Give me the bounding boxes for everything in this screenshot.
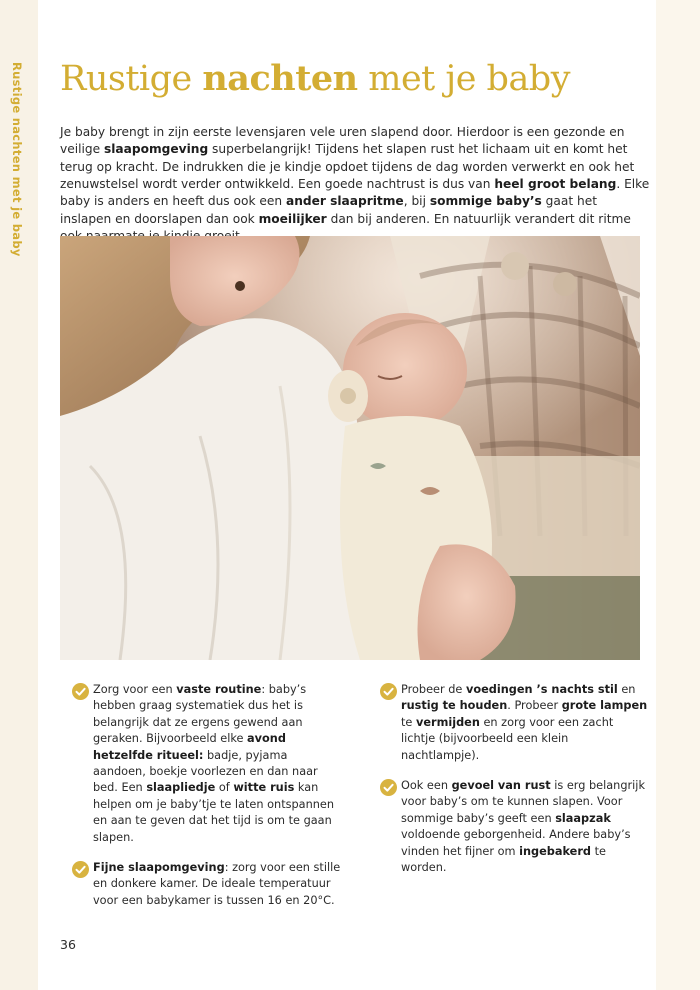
emphasis-text: slaapliedje <box>146 781 216 795</box>
check-circle-icon <box>72 861 89 878</box>
body-text: dan bij anderen. En natuurlijk verandert dit ritme <box>330 211 631 226</box>
tip-item <box>72 860 342 909</box>
body-text: te worden. <box>401 844 606 875</box>
body-text: of <box>215 781 234 795</box>
title-part-2: nachten <box>202 58 358 99</box>
body-text: Probeer de <box>401 683 466 696</box>
emphasis-text: sommige baby’s <box>429 194 542 209</box>
body-text: badje, pyjama aandoen, boekje voorlezen en dan naar bed. Een <box>93 748 318 795</box>
tip-text <box>401 682 650 764</box>
body-text: is erg belangrijk voor baby’s om te kunnen slapen. Voor sommige baby’s geeft een <box>401 779 645 825</box>
tip-text <box>93 682 342 846</box>
emphasis-text: vermijden <box>415 715 480 729</box>
check-circle-icon <box>380 683 397 700</box>
right-band <box>656 0 700 990</box>
title-part-3: met je baby <box>357 59 570 99</box>
body-text: . Probeer <box>507 699 562 713</box>
body-text: gaat het inslapen en doorslapen dan ook <box>60 194 597 226</box>
photo-illustration <box>60 236 640 660</box>
body-text: . Elke baby is anders en heeft dus ook een <box>60 177 650 209</box>
side-running-title: Rustige nachten met je baby <box>10 62 24 257</box>
body-text: voldoende geborgenheid. Andere baby’s vinden het fijner om <box>401 828 631 858</box>
body-text: superbelangrijk! Tijdens het slapen rust het lichaam uit en komt het terug op kracht. De indrukken die je kindje opdoet tijdens de dag worden verwerkt en ook het zenuwstelsel wordt verder ontwikkeld. Een goede nachtrust is dus van <box>60 142 635 192</box>
emphasis-text: vaste routine <box>176 683 262 696</box>
check-circle-icon <box>72 683 89 700</box>
body-text: te <box>401 715 416 729</box>
intro-paragraph <box>60 124 650 245</box>
page-title <box>60 58 570 99</box>
tip-item <box>380 682 650 764</box>
photo-mother-and-baby <box>60 236 640 660</box>
body-text: en zorg voor een zacht lichtje (bijvoorbeeld een klein nachtlampje). <box>401 715 614 762</box>
emphasis-text: gevoel van rust <box>451 779 551 793</box>
body-text: Ook een <box>401 779 452 793</box>
emphasis-text: grote lampen <box>561 699 648 713</box>
emphasis-text: heel groot belang <box>494 177 617 192</box>
emphasis-text: ingebakerd <box>519 844 591 858</box>
page-number: 36 <box>60 937 76 952</box>
tips-right-column <box>380 682 650 890</box>
tip-text <box>401 778 650 876</box>
tips-left-column <box>72 682 342 923</box>
check-circle-icon <box>380 779 397 796</box>
emphasis-text: slaapomgeving <box>103 142 209 157</box>
emphasis-text: moeilijker <box>258 211 327 226</box>
body-text: Je baby brengt in zijn eerste levensjaren vele uren slapend door. Hierdoor is een gezonde en veilige <box>60 125 625 157</box>
body-text: , bij <box>403 194 430 209</box>
body-text: Zorg voor een <box>93 683 177 696</box>
emphasis-text: voedingen ’s nachts stil <box>465 683 618 696</box>
emphasis-text: ander slaapritme <box>285 194 404 209</box>
tip-item <box>380 778 650 876</box>
tip-item <box>72 682 342 846</box>
emphasis-text: avond hetzelfde ritueel: <box>93 732 286 762</box>
tip-text <box>93 860 342 909</box>
emphasis-text: slaapzak <box>555 811 611 825</box>
body-text: : baby’s hebben graag systematiek dus het is belangrijk dat ze ergens gewend aan geraken. Bijvoorbeeld elke <box>93 683 307 746</box>
body-text: kan helpen om je baby’tje te laten ontspannen en aan te geven dat het tijd is om te gaan slapen. <box>93 781 335 844</box>
body-text: en <box>617 683 636 696</box>
body-text: : zorg voor een stille en donkere kamer. De ideale temperatuur voor een babykamer is tussen 16 en 20°C. <box>93 861 341 907</box>
emphasis-text: Fijne slaapomgeving <box>93 861 225 875</box>
emphasis-text: witte ruis <box>233 781 295 795</box>
emphasis-text: rustig te houden <box>401 699 508 713</box>
title-part-1: Rustige <box>60 59 203 99</box>
